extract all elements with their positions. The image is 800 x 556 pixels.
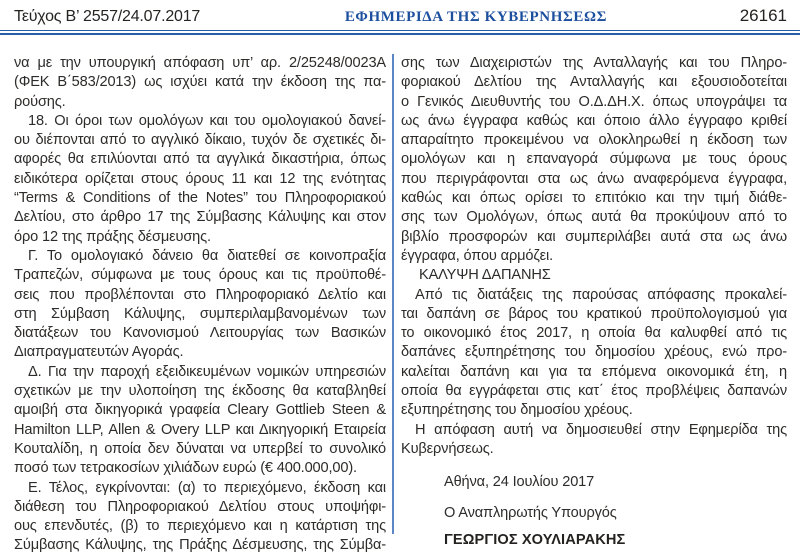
text-line: όρο 12 της πράξης δέσμευσης. [14,228,211,245]
text-line: εξυπηρέτησης του δημοσίου χρέους. [401,402,633,419]
text-line: σχετικών με την υλοποίηση της έκδοσης θα καταβληθεί [14,383,386,400]
text-line: Δ. Για την παροχή εξειδικευμένων νομικών υπηρεσιών [28,363,386,380]
text-line: Κυβερνήσεως. [401,440,494,457]
text-line: να με την υπουργική απόφαση υπ’ αρ. 2/25248/0023Α [14,55,386,71]
header-rule [0,30,800,35]
section-heading [401,266,787,285]
right-column [401,54,787,548]
page-body [0,54,800,554]
text-line: που περιγράφονται στα ως άνω αναφερόμενα έγγραφα, [401,170,787,187]
page-header [0,0,800,28]
text-line: Κουταλίδη, η οποία δεν δύναται να υπερβεί το συνολικό [14,440,386,457]
text-line: Hamilton LLP, Allen & Overy LLP και Δικηγορική Εταιρεία [14,421,386,438]
text-line: έγγραφα, όπου αρμόζει. [401,247,553,264]
text-line: “Terms & Conditions of the Notes” του Πληροφοριακού [14,190,386,207]
paragraph [14,112,386,247]
text-line: ους επενδυτές, (β) το περιεχόμενο και η κατάρτιση της [14,518,386,535]
text-line: ο Γενικός Διευθυντής του Ο.Δ.ΔΗ.Χ. όπως υπογράψει τα [401,93,787,110]
text-line: ται δαπάνη σε βάρος του κρατικού προϋπολογισμού για [401,305,787,322]
paragraph [401,54,787,266]
text-line: Διαπραγματευτών Αγοράς. [14,344,184,361]
text-line: δαπάνες εξυπηρέτησης του δημοσίου χρέους, ενώ προ- [401,344,787,361]
text-line: καθώς και όπως ορίσει το επιτόκιο και την τιμή διάθε- [401,190,787,207]
text-line: σεις που προβλέπονται στο Πληροφοριακό Δελτίο και [14,286,386,303]
signature-place-date: Αθήνα, 24 Ιουλίου 2017 [444,474,595,491]
right-column-text [401,54,787,459]
text-line: φοριακού Δελτίου της Ανταλλαγής και εξουσιοδοτείται [401,74,787,91]
paragraph [14,247,386,363]
text-line: αφορές θα επιλύονται από τα αγγλικά δικαστήρια, όπως [14,151,386,168]
text-line: 18. Οι όροι των ομολόγων και του ομολογιακού δανεί- [28,112,386,129]
text-line: ΚΑΛΥΨΗ ΔΑΠΑΝΗΣ [419,267,551,284]
text-line: Τραπεζών, σύμφωνα με τους όρους και τις προϋποθέ- [14,267,386,284]
gazette-title: ΕΦΗΜΕΡΙΔΑ ΤΗΣ ΚΥΒΕΡΝΗΣΕΩΣ [344,9,608,25]
text-line: Από τις διατάξεις της παρούσας απόφασης προκαλεί- [415,286,787,303]
paragraph [14,479,386,556]
paragraph [401,286,787,421]
text-line: βιβλίο προσφορών και συμπεριλάβει αυτά στα ως άνω [401,228,787,245]
text-line: ου διέπονται από το αγγλικό δίκαιο, τυχόν δε σχετικές δι- [14,132,386,149]
text-line: καλείται δαπάνη και για τα επόμενα οικονομικά έτη, η [401,363,787,380]
text-line: απαραίτητο προκειμένου να ολοκληρωθεί η έκδοση των [401,132,787,149]
issue-label: Τεύχος Β’ 2557/24.07.2017 [14,8,201,25]
text-line: το οικονομικό έτος 2017, η οποία θα καλυφθεί από τις [401,325,787,342]
left-column [14,54,386,554]
text-line: Γ. Το ομολογιακό δάνειο θα διατεθεί σε κοινοπραξία [28,247,386,264]
paragraph [401,421,787,460]
text-line: σης των Διαχειριστών της Ανταλλαγής και του Πληρο- [401,55,787,71]
text-line: Η απόφαση αυτή να δημοσιευθεί στην Εφημερίδα της [415,421,787,438]
text-line: ομολόγων και η επαναγορά σύμφωνα με τους όρους [401,151,787,168]
text-line: διάθεση του Πληροφοριακού Δελτίου στους υποψήφι- [14,498,386,515]
signature-minister-title: Ο Αναπληρωτής Υπουργός [444,504,617,521]
paragraph [14,363,386,479]
text-line: ειδικότερα ορίζεται στους όρους 11 και 12 της ενότητας [14,170,386,187]
signature-block [444,473,787,550]
page-number: 26161 [739,6,787,25]
signature-minister-name: ΓΕΩΡΓΙΟΣ ΧΟΥΛΙΑΡΑΚΗΣ [444,531,626,548]
text-line: (ΦΕΚ Β΄583/2013) ως ισχύει κατά την έκδοση της πα- [14,74,386,91]
text-line: Ε. Τέλος, εγκρίνονται: (α) το περιεχόμενο, έκδοση και [28,479,386,496]
text-line: αμοιβή στα δικηγορικά γραφεία Cleary Gottlieb Steen & [14,402,386,419]
text-line: Δελτίου, στο άρθρο 17 της Σύμβασης Κάλυψης και στον [14,209,386,226]
text-line: σης των Ομολόγων, όπως αυτά θα προκύψουν από το [401,209,787,226]
text-line: ως άνω έγγραφα καθώς και όποιο άλλο έγγραφο κριθεί [401,112,787,129]
text-line: διατάξεων του Κανονισμού Λειτουργίας των Βασικών [14,325,386,342]
text-line: ποσό των τετρακοσίων χιλιάδων ευρώ (€ 400.000,00). [14,460,357,477]
text-line: Σύμβασης Κάλυψης, της Πράξης Δέσμευσης, της Σύμβα- [14,537,386,554]
text-line: ρούσης. [14,93,66,110]
text-line: οποία θα εγγράφεται στις κατ΄ έτος προβλέψεις δαπανών [401,383,787,400]
column-divider [392,54,394,534]
paragraph [14,54,386,112]
text-line: στη Σύμβαση Κάλυψης, συμπεριλαμβανομένων των [14,305,386,322]
